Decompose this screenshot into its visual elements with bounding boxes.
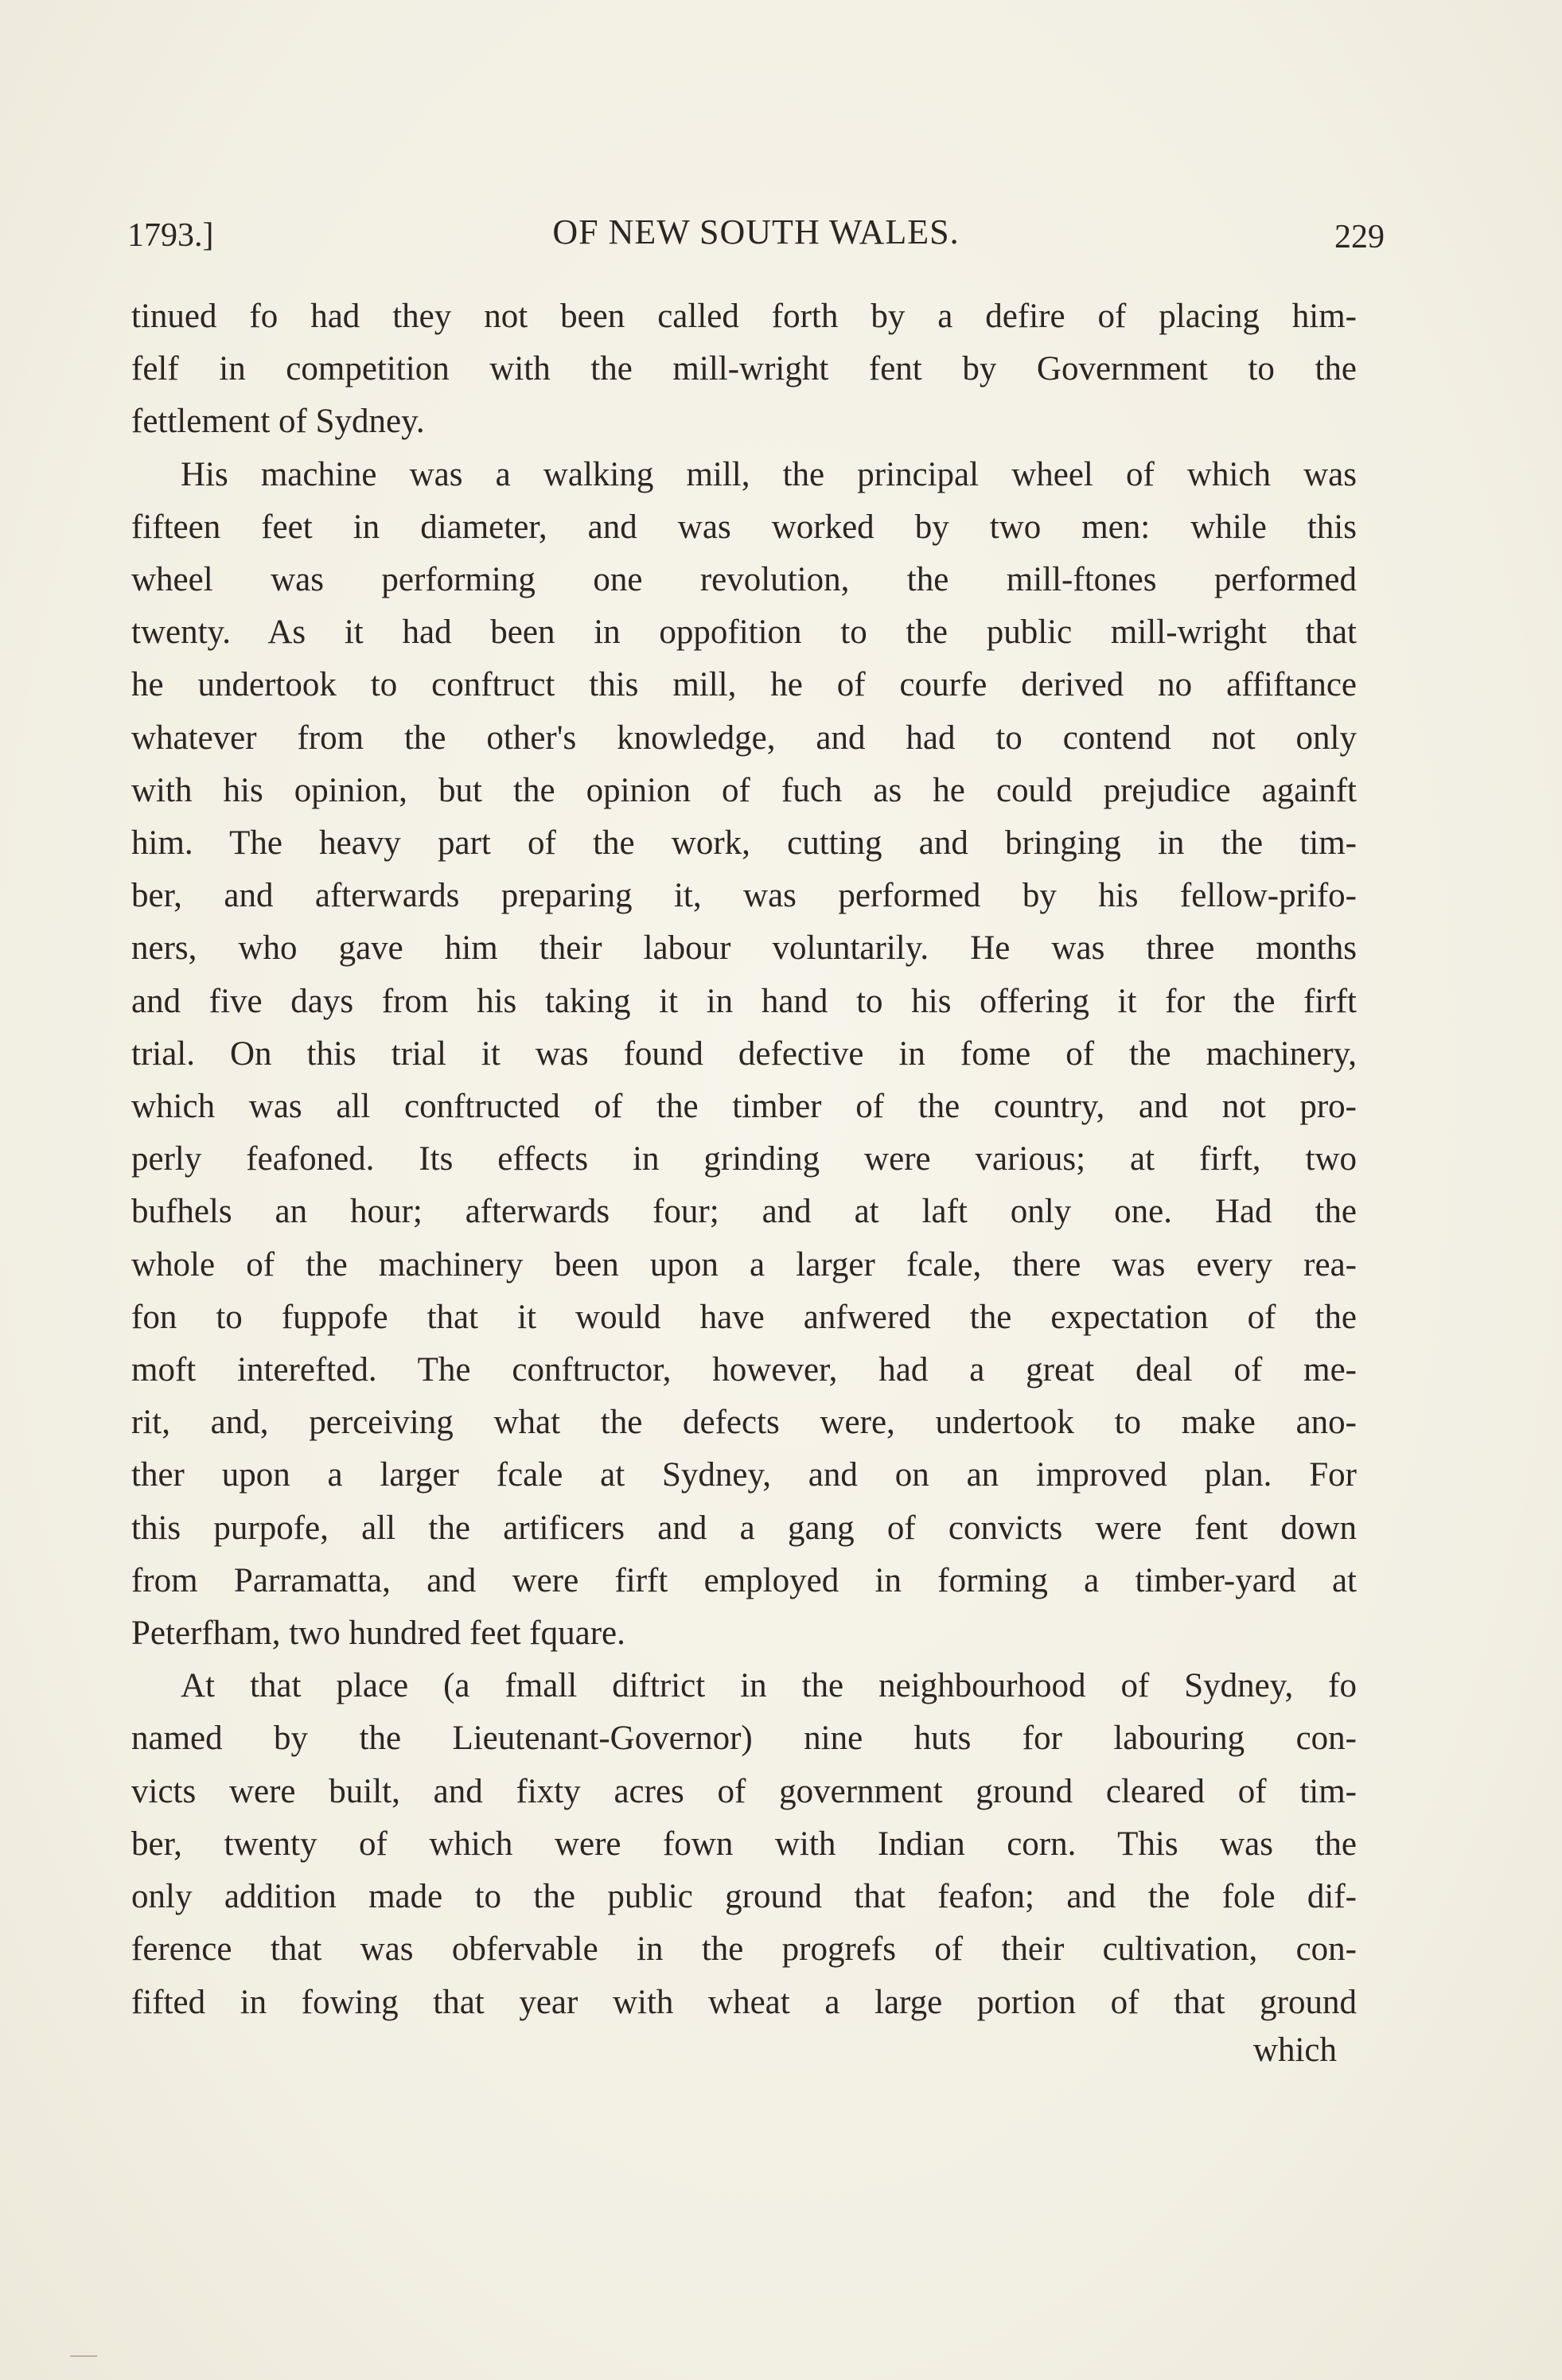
text-line: ners, who gave him their labour voluntarily. He was three months [131, 929, 1357, 968]
text-line: trial. On this trial it was found defective in fome of the machinery, [131, 1034, 1357, 1073]
text-line: ther upon a larger fcale at Sydney, and on an improved plan. For [131, 1456, 1357, 1494]
text-line: Peterfham, two hundred feet fquare. [131, 1615, 625, 1653]
catchword: which [1252, 2031, 1337, 2069]
text-line: ber, and afterwards preparing it, was performed by his fellow-prifo- [131, 877, 1357, 915]
text-line: bufhels an hour; afterwards four; and at laft only one. Had the [131, 1193, 1357, 1231]
text-line: which was all conftructed of the timber of the country, and not pro- [131, 1088, 1357, 1126]
text-line: fifteen feet in diameter, and was worked by two men: while this [131, 508, 1357, 546]
text-line: fon to fuppofe that it would have anfwered the expectation of the [131, 1298, 1357, 1336]
text-line: him. The heavy part of the work, cutting and bringing in the tim- [131, 824, 1357, 863]
text-line: whole of the machinery been upon a larger fcale, there was every rea- [131, 1245, 1357, 1283]
text-line: with his opinion, but the opinion of fuch as he could prejudice againft [131, 771, 1357, 809]
text-line: ber, twenty of which were fown with Indian corn. This was the [131, 1825, 1357, 1863]
header-title: OF NEW SOUTH WALES. [552, 212, 960, 251]
text-line: whatever from the other's knowledge, and had to contend not only [131, 719, 1357, 757]
text-line: rit, and, perceiving what the defects were, undertook to make ano- [131, 1404, 1357, 1442]
text-line: from Parramatta, and were firft employed in forming a timber-yard at [131, 1561, 1357, 1599]
header-year: 1793.] [127, 217, 214, 254]
paragraph-1 [131, 290, 1357, 449]
text-line: victs were built, and fixty acres of government ground cleared of tim- [131, 1772, 1357, 1810]
text-line: fettlement of Sydney. [131, 403, 425, 441]
text-line: wheel was performing one revolution, the mill-ftones performed [131, 561, 1357, 599]
paragraph-3 [131, 1660, 1357, 2028]
text-line: this purpofe, all the artificers and a gang of convicts were fent down [131, 1509, 1357, 1547]
text-line: tinued fo had they not been called forth by a defire of placing him- [131, 298, 1357, 335]
text-line: twenty. As it had been in oppofition to the public mill-wright that [131, 614, 1357, 652]
text-line: only addition made to the public ground that feafon; and the fole dif- [131, 1878, 1357, 1916]
text-line: moft interefted. The conftructor, however, had a great deal of me- [131, 1351, 1357, 1389]
text-line: fifted in fowing that year with wheat a large portion of that ground [131, 1983, 1357, 2021]
paragraph-2 [131, 449, 1357, 1661]
text-line: perly feafoned. Its effects in grinding were various; at firft, two [131, 1140, 1357, 1178]
page-number: 229 [1334, 219, 1385, 255]
page-mark [70, 2355, 97, 2357]
text-line: named by the Lieutenant-Governor) nine huts for labouring con- [131, 1720, 1357, 1758]
text-line: At that place (a fmall diftrict in the neighbourhood of Sydney, fo [181, 1667, 1357, 1705]
text-line: felf in competition with the mill-wright fent by Government to the [131, 350, 1357, 388]
text-line: His machine was a walking mill, the principal wheel of which was [181, 455, 1357, 493]
running-header [127, 208, 1385, 256]
text-line: he undertook to conftruct this mill, he of courfe derived no affiftance [131, 666, 1357, 704]
body-text [131, 290, 1357, 2029]
text-line: ference that was obfervable in the progrefs of their cultivation, con- [131, 1930, 1357, 1969]
text-line: and five days from his taking it in hand to his offering it for the firft [131, 982, 1357, 1020]
